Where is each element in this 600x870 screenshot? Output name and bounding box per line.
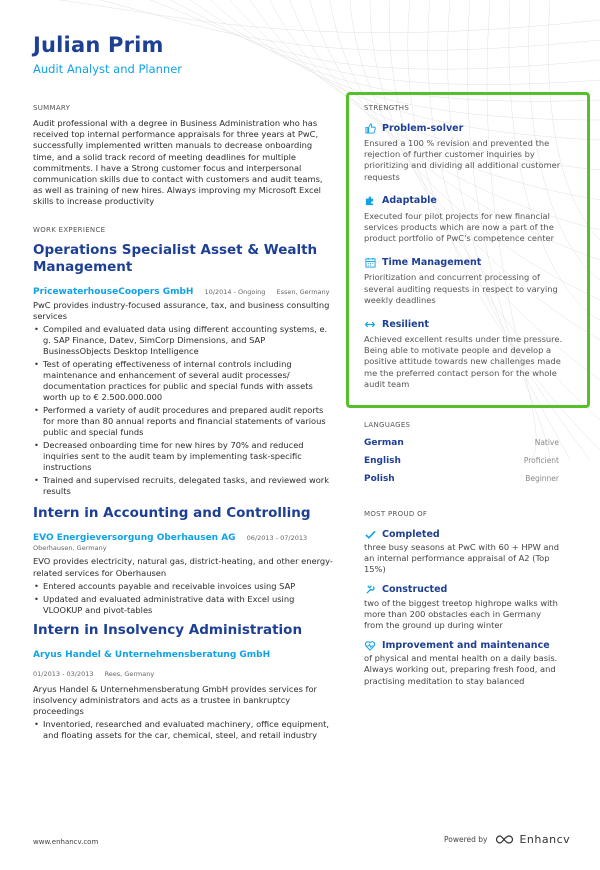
summary-heading: SUMMARY	[33, 104, 71, 112]
job-location: Essen, Germany	[276, 288, 330, 296]
language-name: Polish	[364, 474, 395, 484]
job-dates: 01/2013 - 03/2013	[33, 669, 94, 678]
job-location: Rees, Germany	[104, 669, 155, 678]
job-bullets	[33, 719, 333, 741]
list-item: • Entered accounts payable and receivable invoices using SAP	[33, 581, 333, 592]
list-item: • Trained and supervised recruits, delegated tasks, and reviewed work results	[33, 475, 333, 497]
proud-title: Improvement and maintenance	[382, 639, 550, 651]
wrench-icon	[364, 584, 376, 596]
list-item: • Test of operating effectiveness of internal controls including maintenance and enhancement of several audit processes/ documentation practices for public and special funds with assets worth up to € 2.500.000.000	[33, 359, 333, 403]
job-bullets	[33, 324, 333, 497]
job-title: Intern in Accounting and Controlling	[33, 505, 311, 522]
proud-title: Completed	[382, 528, 440, 540]
list-item: • Performed a variety of audit procedures and prepared audit reports for more than 80 annual reports and financial statements of various public and special funds	[33, 405, 333, 438]
brand-name: Enhancv	[519, 833, 571, 846]
strength-text: Achieved excellent results under time pressure. Being able to motivate people and develop a positive attitude towards new challenges made me the preferred contact person for the whole audit team	[364, 334, 563, 389]
job-dates: 06/2013 - 07/2013	[246, 534, 308, 543]
language-level: Beginner	[525, 474, 559, 483]
strength-text: Ensured a 100 % revision and prevented the rejection of further customer inquiries by prioritizing and dividing all additional customer requests	[364, 138, 561, 182]
infinity-icon	[495, 834, 515, 845]
strength-item	[364, 318, 564, 390]
experience-heading: WORK EXPERIENCE	[33, 226, 106, 234]
job-dates: 10/2014 - Ongoing	[204, 288, 266, 296]
strength-title: Resilient	[382, 318, 429, 330]
company-name: PricewaterhouseCoopers GmbH	[33, 287, 194, 297]
strength-title: Problem-solver	[382, 122, 464, 134]
strength-item	[364, 195, 564, 245]
thumbs-up-icon	[364, 122, 376, 134]
list-item: • Decreased onboarding time for new hires by 70% and reduced inquiries sent to the audit team by implementing task-specific instructions	[33, 440, 333, 473]
brand-logo[interactable]	[495, 833, 570, 846]
list-item: • Updated and evaluated administrative data with Excel using VLOOKUP and pivot-tables	[33, 594, 333, 616]
proud-text: of physical and mental health on a daily basis. Always working out, preparing fresh food, and practising meditation to stay balanced	[364, 653, 558, 686]
language-level: Proficient	[523, 456, 559, 465]
strength-item	[364, 256, 564, 306]
company-description: EVO provides electricity, natural gas, district-heating, and other energy-related services for Oberhausen	[33, 556, 333, 578]
check-icon	[364, 528, 376, 540]
footer-website[interactable]: www.enhancv.com	[33, 838, 99, 846]
proud-heading: MOST PROUD OF	[364, 510, 428, 518]
experience-section	[33, 226, 333, 743]
languages-section	[364, 421, 559, 492]
language-row	[364, 474, 559, 492]
heartbeat-icon	[364, 639, 376, 651]
job-entry	[33, 505, 333, 615]
job-location: Oberhausen, Germany	[33, 544, 107, 553]
puzzle-icon	[364, 195, 376, 207]
language-name: English	[364, 456, 401, 466]
company-description: PwC provides industry-focused assurance, tax, and business consulting services	[33, 300, 330, 322]
strength-title: Time Management	[382, 256, 482, 268]
calendar-icon	[364, 256, 376, 268]
job-entry	[33, 242, 333, 497]
company-description: Aryus Handel & Unternehmensberatung GmbH provides services for insolvency administrators and acts as a trustee in bankruptcy proceedings	[33, 683, 317, 717]
proud-title: Constructed	[382, 584, 448, 596]
strength-title: Adaptable	[382, 195, 437, 207]
proud-item	[364, 528, 560, 576]
strengths-heading: STRENGTHS	[364, 104, 410, 112]
company-name: Aryus Handel & Unternehmensberatung GmbH	[33, 649, 271, 660]
language-row	[364, 438, 559, 456]
job-title: Operations Specialist Asset & Wealth Management	[33, 242, 318, 275]
candidate-role: Audit Analyst and Planner	[33, 62, 183, 76]
language-row	[364, 456, 559, 474]
strength-item	[364, 122, 564, 183]
list-item: • Compiled and evaluated data using different accounting systems, e. g. SAP Finance, Datev, SimCorp Dimensions, and SAP BusinessObjects Desktop Intelligence	[33, 324, 333, 357]
strength-text: Prioritization and concurrent processing of several auditing requests in respect to varying weekly deadlines	[364, 272, 558, 305]
powered-by-label: Powered by	[444, 835, 488, 844]
job-entry	[33, 622, 333, 742]
proud-text: two of the biggest treetop highrope walks with more than 200 obstacles each in Germany from the ground up during winter	[364, 597, 558, 631]
proud-text: three busy seasons at PwC with 60 + HPW and an internal performance appraisal of A2 (Top 15%)	[364, 542, 560, 575]
language-name: German	[364, 438, 404, 448]
job-bullets	[33, 581, 333, 616]
languages-heading: LANGUAGES	[364, 421, 411, 429]
proud-item	[364, 584, 560, 632]
arrows-icon	[364, 318, 376, 330]
list-item: • Inventoried, researched and evaluated machinery, office equipment, and floating assets for the car, chemical, steel, and retail industry	[33, 719, 333, 741]
strength-text: Executed four pilot projects for new financial services products which are now a part of the product portfolio of PwC's competence center	[364, 210, 555, 244]
footer-powered	[444, 833, 570, 846]
job-title: Intern in Insolvency Administration	[33, 621, 303, 638]
candidate-name: Julian Prim	[33, 33, 164, 57]
language-level: Native	[534, 438, 559, 447]
summary-section	[33, 104, 333, 208]
summary-text: Audit professional with a degree in Business Administration who has received top internal performance appraisals for three years at PwC, successfully implemented written manuals to decrease onboarding time, and a solid track record of meeting deadlines for multiple commitments. I have a Strong customer focus and interpersonal communication skills due to contact with customers and audit teams, as well as training of new hires. Always improving my Microsoft Excel skills to increase productivity	[33, 118, 323, 207]
proud-item	[364, 639, 560, 687]
proud-section	[364, 510, 560, 687]
strengths-section	[364, 104, 564, 390]
company-name: EVO Energieversorgung Oberhausen AG	[33, 533, 236, 544]
